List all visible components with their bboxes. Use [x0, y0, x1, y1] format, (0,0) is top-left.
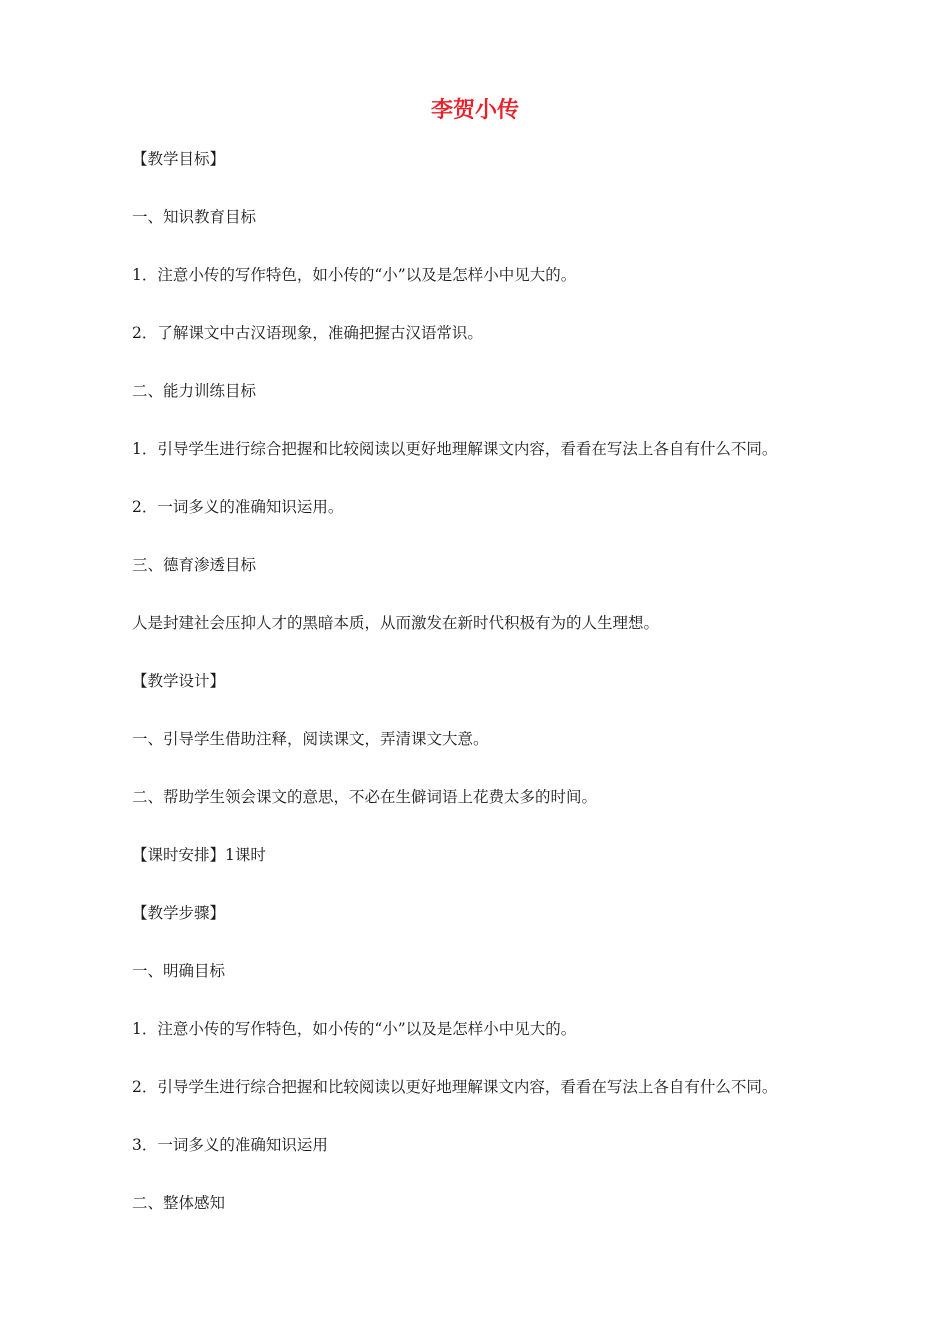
paragraph: 二、帮助学生领会课文的意思，不必在生僻词语上花费太多的时间。: [132, 788, 598, 806]
subheading-clarify-goals: 一、明确目标: [132, 962, 226, 980]
document-title: 李贺小传: [430, 98, 519, 123]
paragraph: 2．了解课文中古汉语现象，准确把握古汉语常识。: [132, 324, 483, 342]
document-body: [132, 148, 832, 1250]
section-heading-schedule: 【课时安排】1课时: [132, 846, 266, 864]
subheading-ability-goals: 二、能力训练目标: [132, 382, 257, 400]
paragraph: 1．注意小传的写作特色，如小传的“小”以及是怎样小中见大的。: [132, 1020, 577, 1038]
subheading-knowledge-goals: 一、知识教育目标: [132, 208, 257, 226]
paragraph: 一、引导学生借助注释，阅读课文，弄清课文大意。: [132, 730, 489, 748]
paragraph: 2．一词多义的准确知识运用。: [132, 498, 344, 516]
paragraph: 1．引导学生进行综合把握和比较阅读以更好地理解课文内容，看看在写法上各自有什么不同。: [132, 440, 778, 458]
section-heading-teaching-steps: 【教学步骤】: [132, 904, 226, 922]
subheading-overall-perception: 二、整体感知: [132, 1194, 226, 1212]
paragraph: 3．一词多义的准确知识运用: [132, 1136, 328, 1154]
subheading-moral-goals: 三、德育渗透目标: [132, 556, 257, 574]
section-heading-teaching-design: 【教学设计】: [132, 672, 226, 690]
paragraph: 2．引导学生进行综合把握和比较阅读以更好地理解课文内容，看看在写法上各自有什么不同。: [132, 1078, 778, 1096]
paragraph: 人是封建社会压抑人才的黑暗本质，从而激发在新时代积极有为的人生理想。: [132, 614, 660, 632]
paragraph: 1．注意小传的写作特色，如小传的“小”以及是怎样小中见大的。: [132, 266, 577, 284]
section-heading-teaching-goals: 【教学目标】: [132, 150, 226, 168]
